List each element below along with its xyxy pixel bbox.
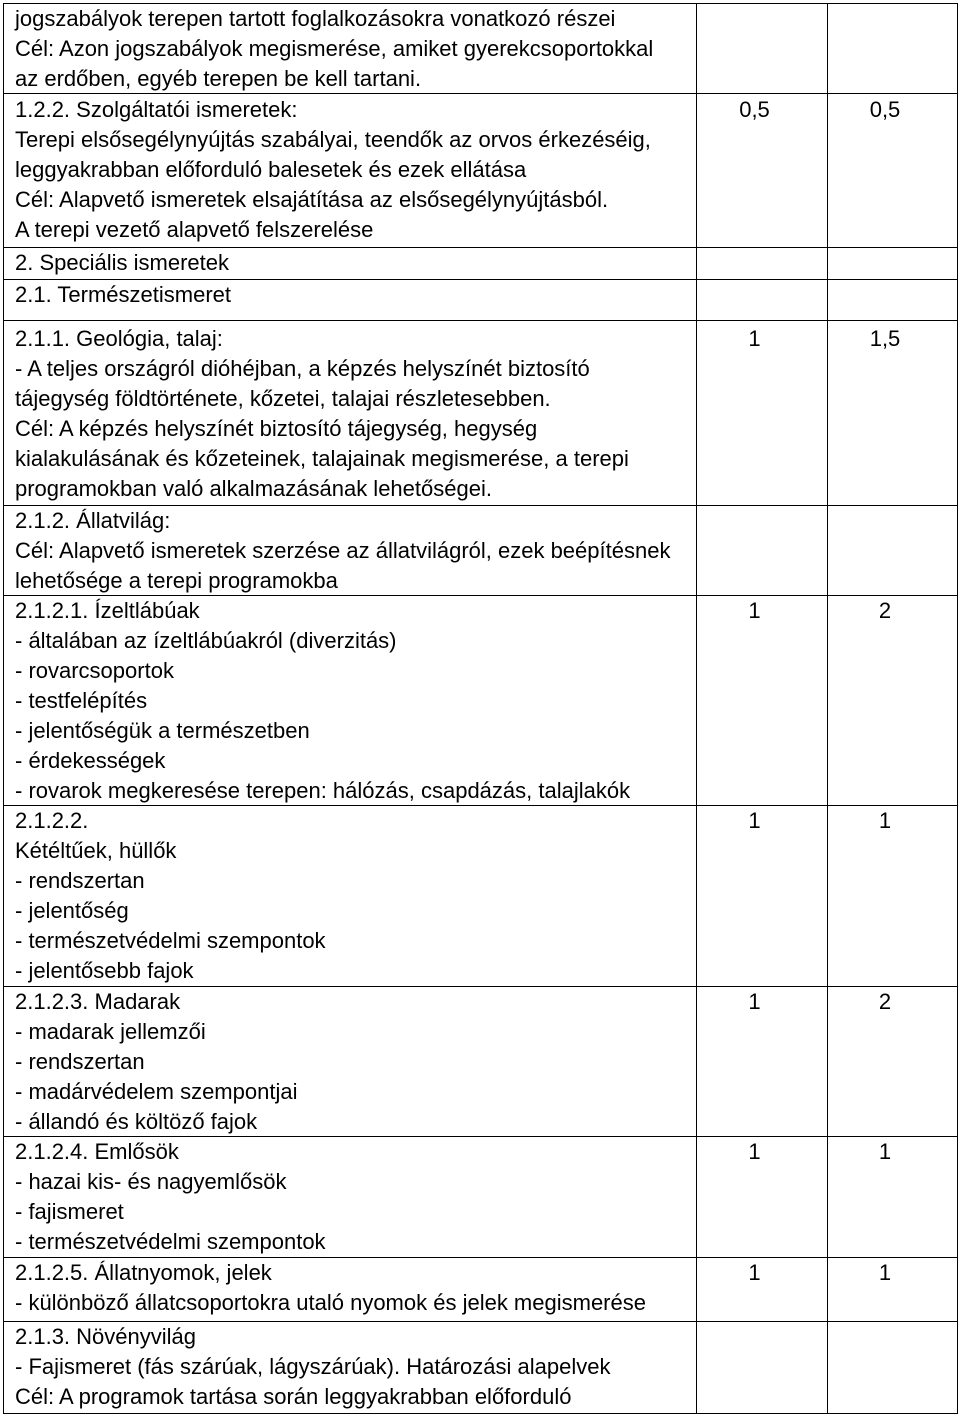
value-cell-a [697,4,828,94]
list-item: - különböző állatcsoportokra utaló nyomok és jelek megismerése [15,1290,646,1315]
value-cell-a: 1 [697,1258,828,1321]
content-cell [4,94,697,247]
text-line: tájegység földtörténete, kőzetei, talajai részletesebben. [15,386,551,411]
table-row [3,4,958,94]
list-item: - jelentősebb fajok [15,958,194,983]
text-line: - A teljes országról dióhéjban, a képzés helyszínét biztosító [15,356,590,381]
value-cell-b [828,506,957,596]
text-line: jogszabályok terepen tartott foglalkozásokra vonatkozó részei [15,6,616,31]
value-cell-a [697,248,828,279]
value-cell-b: 1 [878,808,892,833]
content-cell [4,4,697,94]
value-cell-a: 1 [697,806,828,986]
list-item: - természetvédelmi szempontok [15,1229,326,1254]
list-item: - rendszertan [15,868,145,893]
table-row [3,321,958,506]
table-row [3,806,958,987]
list-item: - állandó és költöző fajok [15,1109,258,1134]
section-heading: 2. Speciális ismeretek [15,250,229,275]
value-cell-b [828,280,957,320]
value-cell-b [828,1322,957,1413]
value-cell-b: 1 [878,1139,892,1164]
text-line: Cél: A képzés helyszínét biztosító tájegység, hegység [15,416,538,441]
content-cell [4,806,697,986]
value-cell-a [697,280,828,320]
table-row [3,506,958,596]
value-cell-a [697,506,828,596]
content-cell [4,596,697,806]
section-heading: 2.1.2.4. Emlősök [15,1139,179,1164]
section-heading: 1.2.2. Szolgáltatói ismeretek: [15,97,298,122]
content-cell [4,987,697,1137]
text-line: Cél: A programok tartása során leggyakrabban előforduló [15,1384,572,1409]
table-row [3,1137,958,1258]
list-item: - Fajismeret (fás szárúak, lágyszárúak). Határozási alapelvek [15,1354,611,1379]
table-row [3,280,958,321]
value-cell-b: 1,5 [869,326,901,351]
section-heading: 2.1.2. Állatvilág: [15,508,171,533]
curriculum-table [3,3,958,1414]
content-cell [4,280,697,320]
text-line: Cél: Alapvető ismeretek elsajátítása az elsősegélynyújtásból. [15,187,609,212]
value-cell-b: 2 [878,598,892,623]
value-cell-a: 1 [697,987,828,1137]
table-row [3,987,958,1137]
section-heading: 2.1.1. Geológia, talaj: [15,326,223,351]
section-heading: 2.1.2.1. Ízeltlábúak [15,598,200,623]
value-cell-a: 1 [697,596,828,806]
list-item: - általában az ízeltlábúakról (diverzitás) [15,628,397,653]
list-item: - madarak jellemzői [15,1019,206,1044]
list-item: - fajismeret [15,1199,124,1224]
text-line: az erdőben, egyéb terepen be kell tartani. [15,66,422,91]
text-line: leggyakrabban előforduló balesetek és ezek ellátása [15,157,527,182]
table-row [3,1258,958,1322]
list-item: - madárvédelem szempontjai [15,1079,298,1104]
value-cell-b: 2 [878,989,892,1014]
text-line: Cél: Alapvető ismeretek szerzése az állatvilágról, ezek beépítésnek [15,538,671,563]
list-item: - rovarcsoportok [15,658,174,683]
list-item: - rendszertan [15,1049,145,1074]
value-cell-a: 1 [697,1137,828,1257]
list-item: - jelentőségük a természetben [15,718,310,743]
text-line: Kétéltűek, hüllők [15,838,177,863]
section-heading: 2.1. Természetismeret [15,282,232,307]
content-cell [4,321,697,505]
list-item: - hazai kis- és nagyemlősök [15,1169,287,1194]
list-item: - természetvédelmi szempontok [15,928,326,953]
text-line: programokban való alkalmazásának lehetőségei. [15,476,492,501]
value-cell-b [828,248,957,279]
list-item: - jelentőség [15,898,129,923]
content-cell [4,506,697,596]
value-cell-a: 0,5 [697,94,828,247]
section-heading: 2.1.3. Növényvilág [15,1324,196,1349]
text-line: Terepi elsősegélynyújtás szabályai, teendők az orvos érkezéséig, [15,127,651,152]
value-cell-b: 1 [878,1260,892,1285]
text-line: kialakulásának és kőzeteinek, talajainak megismerése, a terepi [15,446,629,471]
text-line: lehetősége a terepi programokba [15,568,338,593]
section-heading: 2.1.2.3. Madarak [15,989,181,1014]
content-cell [4,1137,697,1257]
value-cell-a [697,1322,828,1413]
table-row [3,248,958,280]
content-cell [4,1322,697,1413]
section-heading: 2.1.2.2. [15,808,89,833]
table-row [3,596,958,806]
value-cell-a: 1 [697,321,828,505]
text-line: Cél: Azon jogszabályok megismerése, amiket gyerekcsoportokkal [15,36,654,61]
content-cell [4,1258,697,1321]
list-item: - rovarok megkeresése terepen: hálózás, csapdázás, talajlakók [15,778,631,803]
section-heading: 2.1.2.5. Állatnyomok, jelek [15,1260,272,1285]
content-cell [4,248,697,279]
value-cell-b: 0,5 [869,97,901,122]
text-line: A terepi vezető alapvető felszerelése [15,217,374,242]
table-row [3,94,958,248]
value-cell-b [828,4,957,94]
table-row [3,1322,958,1414]
list-item: - testfelépítés [15,688,148,713]
list-item: - érdekességek [15,748,166,773]
